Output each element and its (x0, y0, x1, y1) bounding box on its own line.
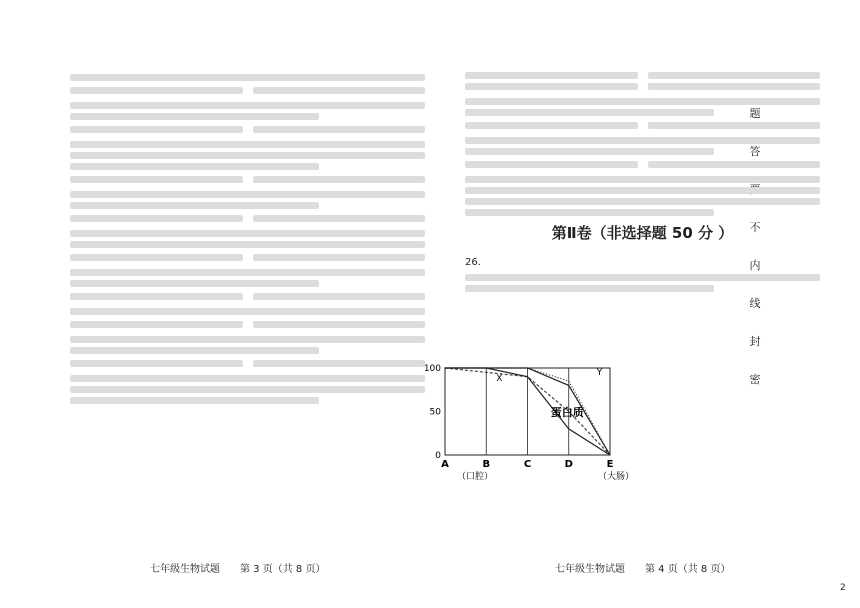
series-label-y: Y (596, 367, 603, 378)
page-number: 2 (840, 583, 846, 593)
x-region-label: （大肠） (598, 472, 635, 482)
page-footer-right: 七年级生物试题 第 4 页（共 8 页） (555, 564, 731, 575)
right-column (465, 70, 820, 298)
digestion-chart (395, 360, 635, 482)
seal-char: 线 (749, 297, 761, 310)
seal-char: 内 (749, 259, 761, 272)
series-label-x: X (496, 374, 503, 385)
x-tick-label: A (441, 459, 449, 470)
seal-char: 题 (749, 107, 761, 120)
seal-char: 不 (749, 221, 761, 234)
x-tick-label: C (523, 459, 532, 470)
seal-char: 答 (749, 145, 761, 158)
x-tick-label: E (606, 459, 614, 470)
left-column (70, 70, 425, 410)
digestion-chart-svg (395, 360, 635, 482)
y-tick-label: 100 (423, 364, 441, 374)
section-title: 第Ⅱ卷（非选择题 50 分 ） (551, 224, 734, 242)
question-block (70, 74, 425, 96)
seal-char: 密 (749, 373, 761, 386)
y-tick-label: 50 (429, 407, 441, 418)
series-label-protein: 蛋白质 (550, 405, 584, 419)
question-26-label: 26. (465, 257, 481, 268)
x-region-label: （口腔） (457, 472, 494, 482)
x-tick-label: D (564, 459, 573, 470)
seal-char: 封 (749, 335, 761, 348)
x-tick-label: B (482, 459, 491, 470)
page-footer-left: 七年级生物试题 第 3 页（共 8 页） (150, 564, 326, 575)
y-tick-label: 0 (435, 451, 441, 461)
